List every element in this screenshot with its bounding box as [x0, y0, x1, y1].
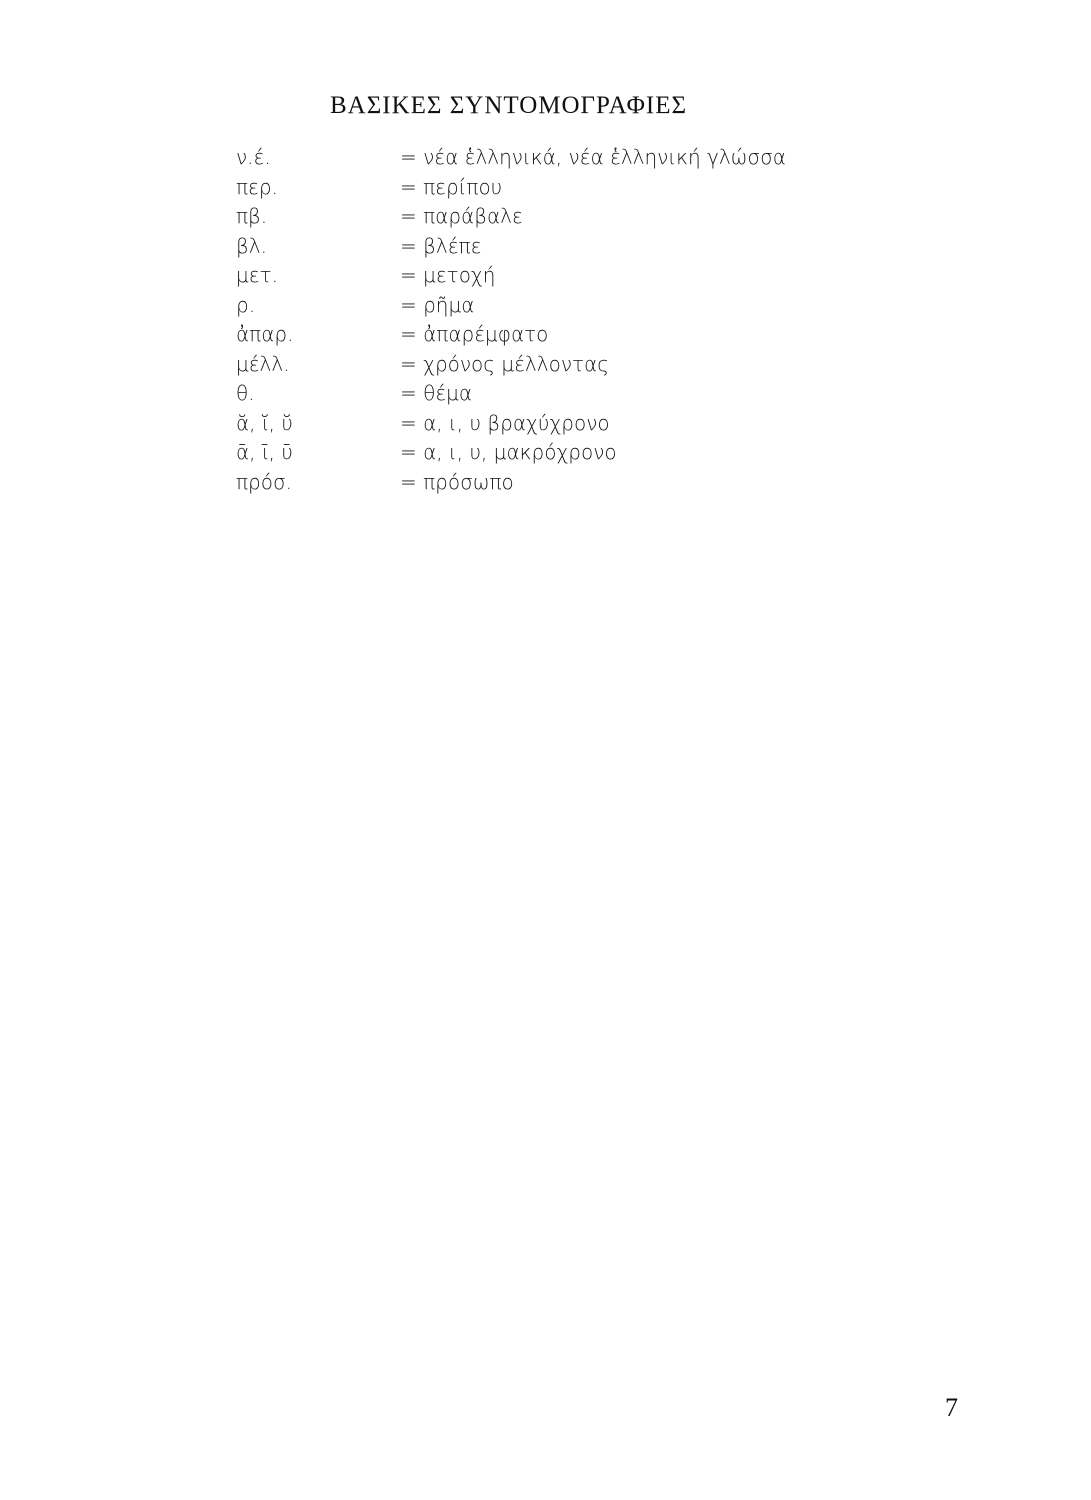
- list-item: [236, 320, 786, 350]
- list-item: [236, 379, 786, 409]
- abbreviation-meaning: = α, ι, υ βραχύχρονο: [400, 410, 610, 435]
- list-item: [236, 291, 786, 321]
- abbreviation-meaning: = περίπου: [400, 174, 503, 199]
- abbreviation-meaning: = πρόσωπο: [400, 469, 514, 494]
- list-item: [236, 202, 786, 232]
- list-item: [236, 409, 786, 439]
- abbreviation: πρόσ.: [236, 469, 293, 494]
- list-item: [236, 143, 786, 173]
- list-item: [236, 468, 786, 498]
- list-item: [236, 232, 786, 262]
- abbreviation: βλ.: [236, 233, 267, 258]
- page-title: ΒΑΣΙΚΕΣ ΣΥΝΤΟΜΟΓΡΑΦΙΕΣ: [330, 92, 688, 119]
- list-item: [236, 261, 786, 291]
- abbreviations-list: [236, 143, 786, 497]
- abbreviation-meaning: = βλέπε: [400, 233, 482, 258]
- list-item: [236, 438, 786, 468]
- page-number: 7: [945, 1393, 958, 1422]
- list-item: [236, 350, 786, 380]
- abbreviation: ν.έ.: [236, 145, 271, 169]
- abbreviation-meaning: = ἀπαρέμφατο: [400, 322, 549, 346]
- abbreviation: θ.: [236, 381, 255, 405]
- abbreviation: μετ.: [236, 263, 278, 287]
- abbreviation-meaning: = θέμα: [400, 381, 473, 405]
- abbreviation-meaning: = ρῆμα: [400, 292, 475, 317]
- abbreviation: ᾱ, ῑ, ῡ: [236, 440, 293, 464]
- abbreviation: πβ.: [236, 204, 268, 228]
- abbreviation: ρ.: [236, 292, 256, 317]
- abbreviation-meaning: = μετοχή: [400, 263, 496, 287]
- abbreviation-meaning: = παράβαλε: [400, 204, 523, 228]
- list-item: [236, 173, 786, 203]
- abbreviation-meaning: = α, ι, υ, μακρόχρονο: [400, 440, 617, 464]
- abbreviation: ᾰ, ῐ, ῠ: [236, 410, 293, 435]
- abbreviation: ἀπαρ.: [236, 322, 294, 346]
- abbreviation-meaning: = νέα ἑλληνικά, νέα ἑλληνική γλώσσα: [400, 145, 786, 169]
- abbreviation: μέλλ.: [236, 351, 290, 376]
- abbreviation: περ.: [236, 174, 278, 199]
- abbreviation-meaning: = χρόνος μέλλοντας: [400, 351, 609, 376]
